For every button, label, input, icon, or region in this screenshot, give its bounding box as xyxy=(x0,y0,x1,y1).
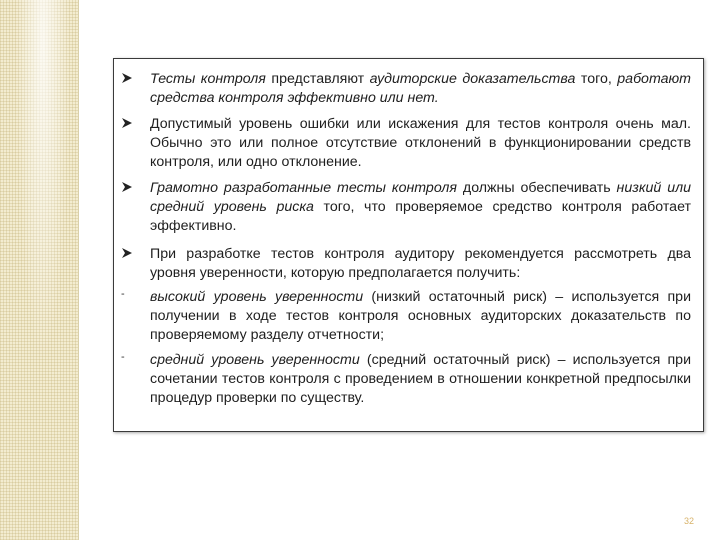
decorative-side-strip xyxy=(0,0,78,540)
side-divider xyxy=(78,0,79,540)
arrow-bullet-icon xyxy=(120,180,134,194)
text-segment: того, xyxy=(575,71,618,87)
arrow-bullet-icon xyxy=(120,246,134,260)
item-text xyxy=(150,351,691,408)
text-segment: аудиторские доказательства xyxy=(369,71,576,87)
text-segment: представляют xyxy=(265,71,370,87)
text-segment: работают средства контроля эффективно или нет. xyxy=(150,71,691,106)
item-text xyxy=(150,115,691,172)
dash-bullet: - xyxy=(121,288,125,300)
page-number: 32 xyxy=(684,516,695,526)
text-segment: средний уровень уверенности xyxy=(150,352,360,368)
text-segment: Грамотно разработанные тесты контроля xyxy=(150,180,457,196)
text-segment: (средний остаточный риск) – используется при сочетании тестов контроля с проведением в отношении конкретной предпосылки процедур проверки по существу. xyxy=(150,352,692,406)
text-segment: При разработке тестов контроля аудитору рекомендуется рассмотреть два уровня уверенности, которую предполагается получить: xyxy=(150,246,691,281)
text-segment: низкий или средний уровень риска xyxy=(150,180,692,215)
dash-bullet: - xyxy=(121,351,125,363)
arrow-bullet-icon xyxy=(120,116,134,130)
item-text xyxy=(150,179,691,236)
arrow-bullet-icon xyxy=(120,71,134,85)
item-text xyxy=(150,245,691,283)
text-segment: должны обеспечивать xyxy=(457,180,617,196)
text-segment: Допустимый уровень ошибки или искажения для тестов контроля очень мал. Обычно это или полное отсутствие отклонений в функционировании средств контроля, или одно отклонение. xyxy=(150,116,691,170)
item-text xyxy=(150,70,691,108)
text-segment: высокий уровень уверенности xyxy=(150,289,364,305)
content-box xyxy=(113,58,704,432)
item-text xyxy=(150,288,691,345)
text-segment: того, что проверяемое средство контроля работает эффективно. xyxy=(150,199,691,234)
text-segment: (низкий остаточный риск) – используется при получении в ходе тестов контроля основных аудиторских доказательств по проверяемому разделу отчетности; xyxy=(150,289,691,343)
text-segment: Тесты контроля xyxy=(150,71,266,87)
